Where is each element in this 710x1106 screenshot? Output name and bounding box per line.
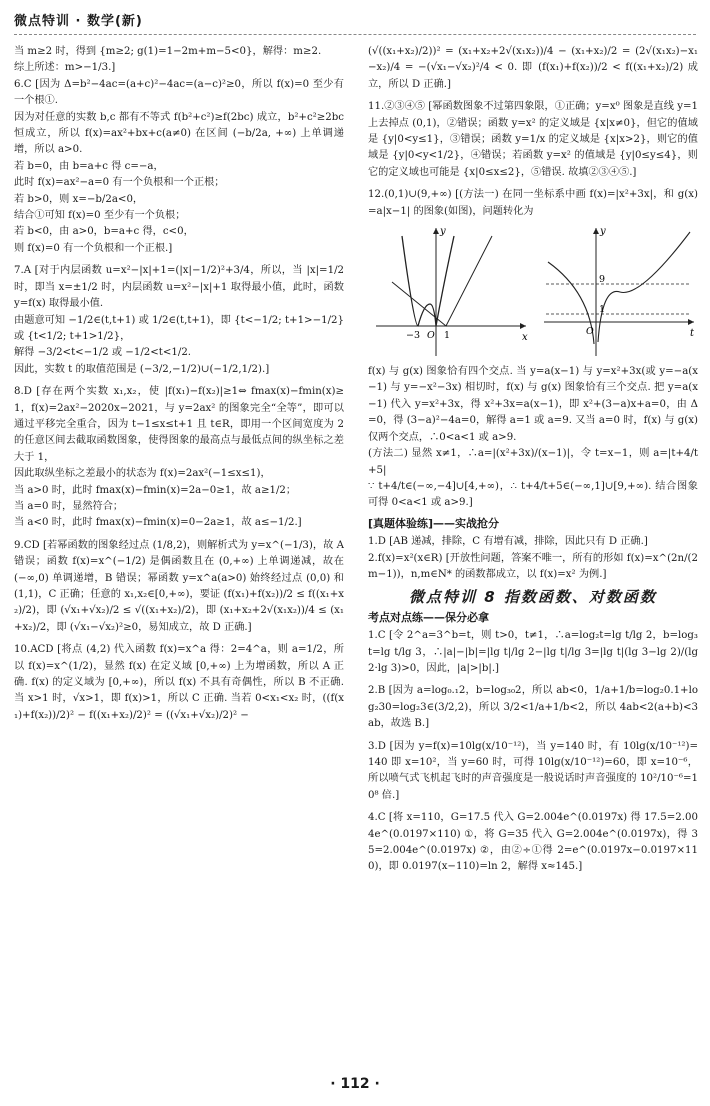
answer-paragraph: 当 a>0 时，此时 fmax(x)−fmin(x)=2a−0≥1，故 a≥1/2；: [14, 484, 297, 496]
t-axis-label: t: [690, 328, 695, 340]
answer-paragraph: 4.C [将 x=110，G=17.5 代入 G=2.004e^(0.0197x) 得 17.5=2.004e^(0.0197×110) ①，将 G=35 代入 G=2.004e^(0.0197x)，得 35=2.004e^(0.0197x) ②，由②÷①得 2=e^(0.0197x−0.0197×110)，即 0.0197(x−110)=ln 2，解得 x≈145.]: [368, 812, 698, 873]
x-axis-label: x: [522, 332, 528, 344]
answer-paragraph: 1.C [令 2^a=3^b=t，则 t>0，t≠1，∴a=log₂t=lg t/lg 2，b=log₃t=lg t/lg 3，∴|a|−|b|=|lg t|/lg 2−|lg t|/lg 3=|lg t|(lg 3−lg 2)/(lg 2·lg 3)>0，因此，|a|>|b|.]: [368, 630, 698, 674]
curve-f: [402, 236, 454, 326]
figure-1-graph: [372, 222, 532, 360]
right-column: [368, 44, 698, 1084]
tick-label-1: 1: [599, 304, 606, 316]
answer-paragraph: 若 b=0，由 b=a+c 得 c=−a，: [14, 160, 164, 172]
origin-label: O: [427, 330, 435, 342]
answer-paragraph: 因此，实数 t 的取值范围是 (−3/2,−1/2)∪(−1/2,1/2).]: [14, 363, 270, 375]
answer-paragraph: 综上所述：m>−1/3.]: [14, 62, 116, 74]
answer-paragraph: 当 a=0 时，显然符合；: [14, 500, 124, 512]
page-number: · 112 ·: [330, 1076, 380, 1092]
answer-paragraph: 因为对任意的实数 b,c 都有不等式 f(b²+c²)≥f(2bc) 成立，b²+c²≥2bc 恒成立，所以 f(x)=ax²+bx+c(a≠0) 在区间 (−b/2a, +∞) 上单调递增，所以 a>0.: [14, 111, 344, 156]
origin-label: O: [586, 326, 594, 338]
answer-paragraph: (√((x₁+x₂)/2))² = (x₁+x₂+2√(x₁x₂))/4 − (x₁+x₂)/2 = (2√(x₁x₂)−x₁−x₂)/4 = −(√x₁−√x₂)²/4 < 0. 即 (f(x₁)+f(x₂))/2 < f((x₁+x₂)/2) 成立，所以 D 正确.]: [368, 46, 698, 90]
answer-paragraph: 由题意可知 −1/2∈(t,t+1) 或 1/2∈(t,t+1)，即 {t<−1/2; t+1>−1/2} 或 {t<1/2; t+1>1/2}，: [14, 314, 344, 342]
answer-paragraph: 1.D [AB 递减，排除，C 有增有减，排除，因此只有 D 正确.]: [368, 536, 648, 548]
answer-paragraph: 8.D [存在两个实数 x₁,x₂，使 |f(x₁)−f(x₂)|≥1⇔ fmax(x)−fmin(x)≥1，f(x)=2ax²−2020x−2021，与 y=2ax² 的图象完全“全等”，即可以通过平移完全重合，因为 t−1≤x≤t+1 且 t∈R，即用一个区间宽度为 2 的任意区间去截取函数图象，使得图象的最高点与最低点间的纵坐标之差大于 1，: [14, 386, 344, 463]
answer-paragraph: 若 b<0，由 a>0，b=a+c 得，c<0，: [14, 226, 194, 238]
figures-row: [368, 222, 698, 360]
y-axis-label: y: [440, 226, 446, 238]
answer-paragraph: 2.B [因为 a=log₀.₁2，b=log₃₀2，所以 ab<0，1/a+1/b=log₂0.1+log₂30=log₂3∈(3/2,2)，所以 3/2<1/a+1/b<2，所以 4ab<2(a+b)<3ab，故选 B.]: [368, 685, 698, 730]
answer-paragraph: f(x) 与 g(x) 图象恰有四个交点. 当 y=a(x−1) 与 y=x²+3x(或 y=−a(x−1) 与 y=−x²−3x) 相切时，f(x) 与 g(x) 图象恰有三个交点. 把 y=a(x−1) 代入 y=x²+3x，得 x²+3x=a(x−1)，即 x²+(3−a)x+a=0，由 Δ=0，得 (3−a)²−4a=0，解得 a=1 或 a=9. 又当 a=0 时，f(x) 与 g(x) 仅两个交点，∴0<a<1 或 a>9.: [368, 366, 698, 443]
section-heading-kd: 考点对点练——保分必拿: [368, 610, 489, 624]
answer-paragraph: 9.CD [若幂函数的图象经过点 (1/8,2)，则解析式为 y=x^(−1/3)，故 A 错误；函数 f(x)=x^(−1/2) 是偶函数且在 (0,+∞) 上单调递减，故在 (−∞,0) 单调递增，B 错误；幂函数 y=x^a(a>0) 始终经过点 (0,0) 和 (1,1)，C 正确；任意的 x₁,x₂∈[0,+∞)，要证 (f(x₁)+f(x₂))/2 ≤ f((x₁+x₂)/2)，即 (√x₁+√x₂)/2 ≤ √((x₁+x₂)/2)，即 (x₁+x₂+2√(x₁x₂))/4 ≤ (x₁+x₂)/2，即 (√x₁−√x₂)²≥0，易知成立，故 D 正确.]: [14, 539, 344, 633]
section-heading-real: [真题体验练]——实战抢分: [368, 516, 500, 530]
curve-right-branch: [598, 232, 690, 342]
answer-paragraph: 3.D [因为 y=f(x)=10lg(x/10⁻¹²)，当 y=140 时，有 10lg(x/10⁻¹²)=140 即 x=10²，当 y=60 时，可得 10lg(x/10⁻¹²)=60，即 x=10⁻⁶，所以喷气式飞机起飞时的声音强度是一般说话时声音强度的 10²/10⁻⁶=10⁸ 倍.]: [368, 740, 698, 801]
answer-paragraph: 解得 −3/2<t<−1/2 或 −1/2<t<1/2.: [14, 347, 192, 359]
tick-label-9: 9: [599, 274, 606, 286]
figure-2-graph: [540, 222, 698, 360]
tick-label-1: 1: [444, 330, 451, 342]
answer-paragraph: 则 f(x)=0 有一个负根和一个正根.]: [14, 242, 173, 254]
t-axis-arrow: [688, 319, 694, 325]
left-column: [14, 44, 344, 1084]
answer-paragraph: 此时 f(x)=ax²−a=0 有一个负根和一个正根；: [14, 177, 225, 189]
answer-paragraph: 7.A [对于内层函数 u=x²−|x|+1=(|x|−1/2)²+3/4，所以，当 |x|=1/2 时，即当 x=±1/2 时，内层函数 u=x²−|x|+1 取得最小值，此时，函数 y=f(x) 取得最小值.: [14, 265, 344, 310]
answer-paragraph: 当 a<0 时，此时 fmax(x)−fmin(x)=0−2a≥1，故 a≤−1/2.]: [14, 517, 302, 529]
chapter-title: 微点特训 8 指数函数、对数函数: [409, 588, 657, 607]
answer-paragraph: 结合①可知 f(x)=0 至少有一个负根；: [14, 210, 186, 222]
answer-paragraph: (方法二) 显然 x≠1，∴a=|(x²+3x)/(x−1)|，令 t=x−1，则 a=|t+4/t+5|: [368, 448, 698, 476]
y-axis-arrow: [593, 228, 599, 234]
answer-paragraph: 11.②③④⑤ [幂函数图象不过第四象限，①正确；y=x⁰ 图象是直线 y=1 上去掉点 (0,1)，②错误；函数 y=x² 的定义域是 {x|x≠0}，但它的值域是 {y|0<y≤1}，③错误；函数 y=1/x 的定义域是 {x|x>2}，则它的值域是 {y|0<y<1/2}，④错误；若函数 y=x² 的值域是 {y|0≤y≤4}，则它的定义域也可能是 {x|0≤x≤2}，⑤错误. 故填②③④⑤.]: [368, 101, 698, 178]
tick-label-neg3: −3: [406, 330, 421, 342]
y-axis-label: y: [600, 226, 606, 238]
answer-paragraph: 2.f(x)=x²(x∈R) [开放性问题，答案不唯一，所有的形如 f(x)=x^(2n/(2m−1))，n,m∈N* 的函数都成立，以 f(x)=x² 为例.]: [368, 552, 698, 580]
answer-paragraph: 当 m≥2 时，得到 {m≥2; g(1)=1−2m+m−5<0}，解得：m≥2.: [14, 46, 322, 57]
y-axis-arrow: [433, 228, 439, 234]
answer-paragraph: ∵ t+4/t∈(−∞,−4]∪[4,+∞)，∴ t+4/t+5∈(−∞,1]∪[9,+∞). 结合图象可得 0<a<1 或 a>9.]: [368, 480, 698, 509]
answer-paragraph: 因此取纵坐标之差最小的状态为 f(x)=2ax²(−1≤x≤1)，: [14, 468, 271, 480]
x-axis-arrow: [520, 323, 526, 329]
curve-g: [392, 236, 492, 326]
header-divider: [14, 34, 696, 35]
answer-paragraph: 10.ACD [将点 (4,2) 代入函数 f(x)=x^a 得：2=4^a，则 a=1/2，所以 f(x)=x^(1/2)，显然 f(x) 在定义域 [0,+∞) 上为增函数，所以 A 正确. f(x) 的定义域为 [0,+∞)，所以 f(x) 不具有奇偶性，所以 B 不正确. 当 x>1 时，√x>1，即 f(x)>1，所以 C 正确. 当若 0<x₁<x₂ 时，((f(x₁)+f(x₂))/2)² − f((x₁+x₂)/2)² = ((√x₁+√x₂)/2)² −: [14, 644, 344, 721]
page-header: 微点特训 · 数学(新): [14, 14, 143, 29]
answer-paragraph: 12.(0,1)∪(9,+∞) [(方法一) 在同一坐标系中画 f(x)=|x²+3x|，和 g(x)=a|x−1| 的图象(如图)，问题转化为: [368, 189, 698, 217]
answer-paragraph: 6.C [因为 Δ=b²−4ac=(a+c)²−4ac=(a−c)²≥0，所以 f(x)=0 至少有一个根①.: [14, 78, 344, 107]
answer-paragraph: 若 b>0，则 x=−b/2a<0，: [14, 193, 144, 205]
